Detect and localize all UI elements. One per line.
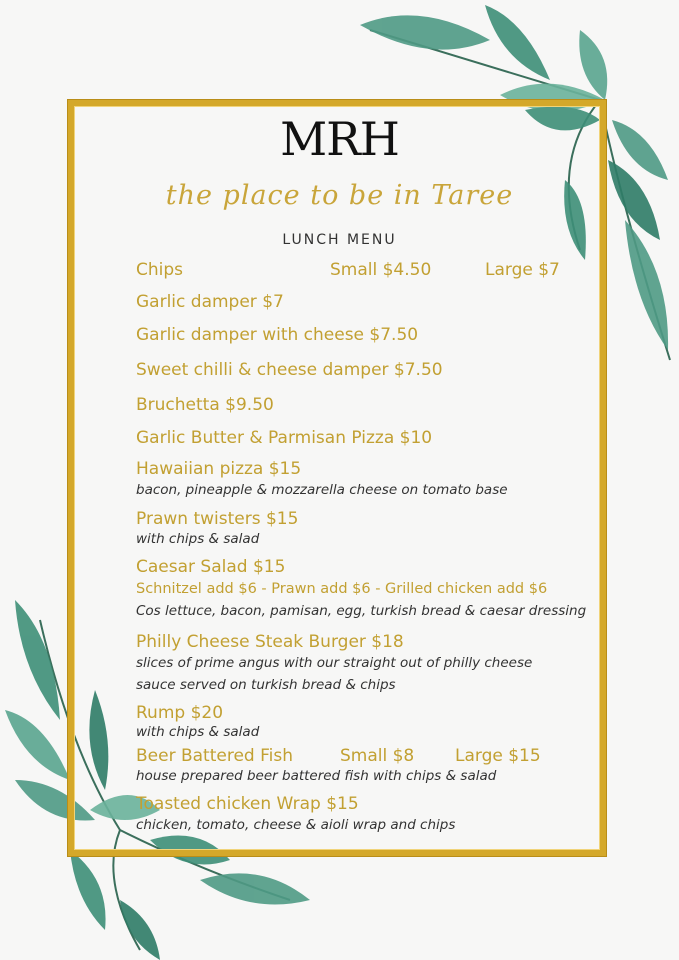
menu-item-chips: Chips bbox=[136, 260, 184, 280]
menu-item-garlic-damper: Garlic damper $7 bbox=[136, 292, 284, 312]
fish-large-price: Large $15 bbox=[455, 746, 541, 766]
chips-large-price: Large $7 bbox=[485, 260, 560, 280]
menu-item-description: Cos lettuce, bacon, pamisan, egg, turkish bread & caesar dressing bbox=[136, 603, 587, 619]
menu-item-sweet-chilli-damper: Sweet chilli & cheese damper $7.50 bbox=[136, 360, 443, 380]
menu-item-chicken-wrap: Toasted chicken Wrap $15 bbox=[136, 794, 359, 814]
menu-item-rump: Rump $20 bbox=[136, 703, 224, 723]
menu-item-beer-battered-fish: Beer Battered Fish bbox=[136, 746, 294, 766]
fish-small-price: Small $8 bbox=[340, 746, 415, 766]
menu-item-description: house prepared beer battered fish with chips & salad bbox=[136, 768, 497, 784]
menu-item-garlic-damper-cheese: Garlic damper with cheese $7.50 bbox=[136, 325, 419, 345]
chips-small-price: Small $4.50 bbox=[330, 260, 432, 280]
logo: MRH bbox=[280, 112, 399, 166]
menu-item-description: with chips & salad bbox=[136, 724, 260, 740]
caesar-addons: Schnitzel add $6 - Prawn add $6 - Grilled chicken add $6 bbox=[136, 581, 548, 597]
menu-item-garlic-butter-pizza: Garlic Butter & Parmisan Pizza $10 bbox=[136, 428, 433, 448]
menu-item-description: chicken, tomato, cheese & aioli wrap and chips bbox=[136, 817, 456, 833]
menu-item-philly-burger: Philly Cheese Steak Burger $18 bbox=[136, 632, 404, 652]
menu-item-description: slices of prime angus with our straight out of philly cheese bbox=[136, 655, 533, 671]
menu-item-description: with chips & salad bbox=[136, 531, 260, 547]
menu-item-bruchetta: Bruchetta $9.50 bbox=[136, 395, 274, 415]
menu-item-caesar-salad: Caesar Salad $15 bbox=[136, 557, 286, 577]
menu-item-description: bacon, pineapple & mozzarella cheese on tomato base bbox=[136, 482, 508, 498]
menu-item-prawn-twisters: Prawn twisters $15 bbox=[136, 509, 299, 529]
menu-title: LUNCH MENU bbox=[282, 232, 397, 248]
tagline: the place to be in Taree bbox=[165, 180, 514, 211]
menu-item-description: sauce served on turkish bread & chips bbox=[136, 677, 396, 693]
menu-item-hawaiian-pizza: Hawaiian pizza $15 bbox=[136, 459, 302, 479]
